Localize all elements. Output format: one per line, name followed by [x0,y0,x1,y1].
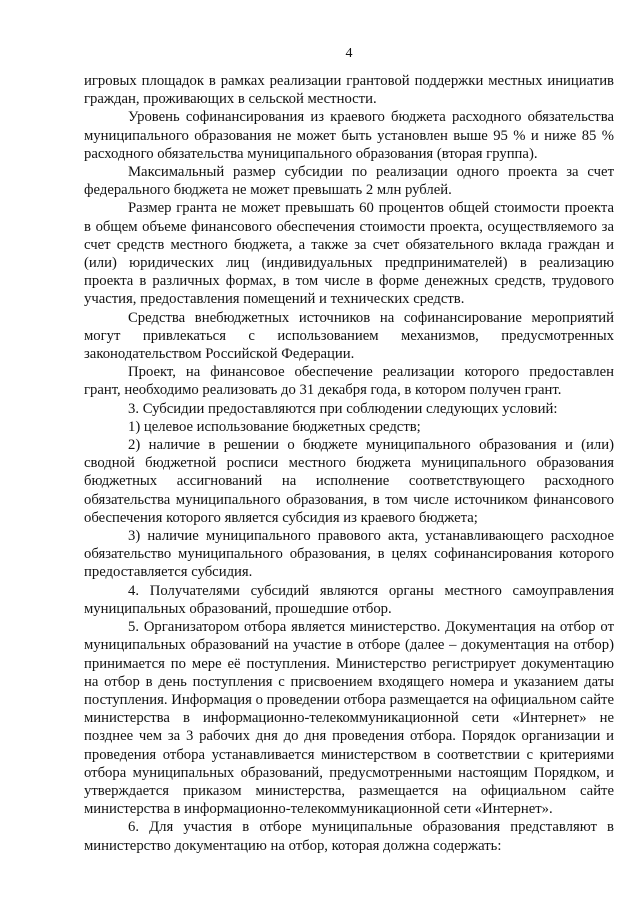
clause-4: 4. Получателями субсидий являются органы местного самоуправления муниципальных образований, прошедшие отбор. [84,582,614,617]
paragraph: Проект, на финансовое обеспечение реализации которого предоставлен грант, необходимо реализовать до 31 декабря года, в котором получен грант. [84,364,614,399]
condition-1: 1) целевое использование бюджетных средств; [128,418,421,435]
paragraph: Средства внебюджетных источников на софинансирование мероприятий могут привлекаться с использованием механизмов, предусмотренных законодательством Российской Федерации. [84,309,614,363]
document-body [84,72,614,855]
paragraph: игровых площадок в рамках реализации грантовой поддержки местных инициатив граждан, проживающих в сельской местности. [84,73,614,108]
clause-6: 6. Для участия в отборе муниципальные образования представляют в министерство документацию на отбор, которая должна содержать: [84,819,614,854]
clause-5: 5. Организатором отбора является министерство. Документация на отбор от муниципальных образований на участие в отборе (далее – документация на отбор) принимается по мере её поступления. Министерство регистрирует документацию на отбор в день поступления с присвоением входящего номера и указанием даты поступления. Информация о проведении отбора размещается на официальном сайте министерства в информационно-телекоммуникационной сети «Интернет» не позднее чем за 3 рабочих дня до дня проведения отбора. Порядок организации и проведения отбора устанавливается министерством в соответствии с критериями отбора муниципальных образований, предусмотренными настоящим Порядком, и утверждается приказом министерства, размещается на официальном сайте министерства в информационно-телекоммуникационной сети «Интернет». [84,619,614,818]
paragraph: Уровень софинансирования из краевого бюджета расходного обязательства муниципального образования не может быть установлен выше 95 % и ниже 85 % расходного обязательства муниципального образования (вторая группа). [84,109,614,162]
condition-2: 2) наличие в решении о бюджете муниципального образования и (или) сводной бюджетной росписи местного бюджета муниципального образования бюджетных ассигнований на исполнение соответствующего расходного обязательства муниципального образования, в том числе источником финансового обеспечения которого является субсидия из краевого бюджета; [84,437,614,526]
page-number: 4 [345,46,353,61]
condition-3: 3) наличие муниципального правового акта, устанавливающего расходное обязательство муниципального образования, в целях софинансирования которого предоставляется субсидия. [84,528,614,581]
paragraph: Размер гранта не может превышать 60 процентов общей стоимости проекта в общем объеме финансового обеспечения стоимости проекта, осуществляемого за счет средств местного бюджета, а также за счет обязательного вклада граждан и (или) юридических лиц (индивидуальных предпринимателей) в реализацию проекта в различных формах, в том числе в форме денежных средств, трудового участия, предоставления помещений и технических средств. [84,200,614,308]
paragraph: Максимальный размер субсидии по реализации одного проекта за счет федерального бюджета не может превышать 2 млн рублей. [84,164,614,199]
clause-3: 3. Субсидии предоставляются при соблюдении следующих условий: [128,400,558,417]
